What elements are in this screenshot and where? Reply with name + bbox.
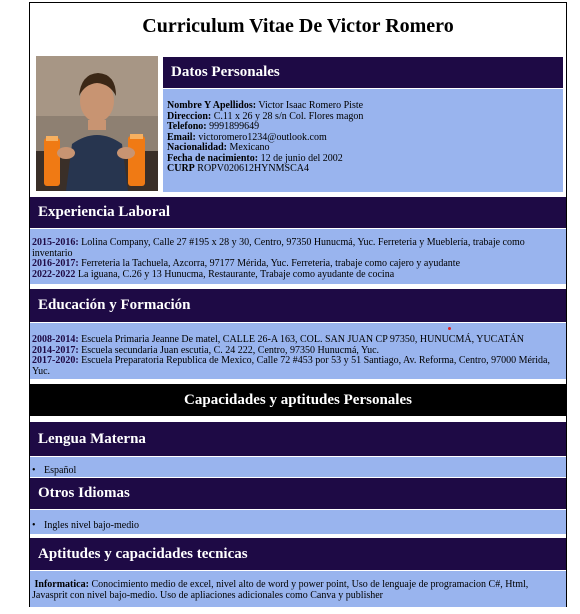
nacionalidad-value: Mexicano [227, 142, 270, 153]
curp-value: ROPV020612HYNMSCA4 [194, 163, 309, 174]
experiencia-year: 2015-2016: [32, 237, 79, 248]
aptitudes-section [30, 571, 566, 607]
experiencia-year: 2022-2022 [32, 268, 76, 280]
profile-photo [36, 56, 158, 191]
cv-document [29, 2, 567, 607]
informatica-label: Informatica: [34, 579, 89, 590]
educacion-header [30, 289, 566, 322]
educacion-entry [32, 356, 566, 377]
educacion-detail: Escuela Primaria Jeanne De matel, CALLE 26-A 163, COL. SAN JUAN CP 97350, HUNUCMÁ, YUCATÁN [78, 334, 524, 345]
list-item: • Ingles nivel bajo-medio [30, 510, 566, 532]
lengua-materna-heading: Lengua Materna [38, 430, 146, 447]
datos-personales-heading: Datos Personales [171, 64, 280, 80]
list-item: • Español [30, 457, 566, 477]
telefono-value: 9991899649 [206, 121, 260, 132]
aptitudes-header [30, 538, 566, 570]
capacidades-heading: Capacidades y aptitudes Personales [184, 392, 412, 408]
lengua-materna-header [30, 422, 566, 456]
educacion-detail: Escuela Preparatoria Republica de Mexico, Calle 72 #453 por 53 y 51 Santiago, Av. Reforma, Centro, 97000 Mérida, Yuc. [32, 355, 550, 377]
aptitudes-heading: Aptitudes y capacidades tecnicas [38, 545, 248, 562]
educacion-section [30, 323, 566, 379]
educacion-detail: Escuela secundaria Juan escutia, C. 24 222, Centro, 97350 Hunucmá, Yuc. [78, 344, 380, 356]
fecha-nacimiento-label: Fecha de nacimiento: [167, 152, 259, 164]
red-dot-mark [448, 327, 451, 330]
direccion-value: C.11 x 26 y 28 s/n Col. Flores magon [211, 110, 364, 122]
curp-row [167, 164, 563, 175]
otros-idiomas-list [30, 510, 566, 532]
experiencia-entry [32, 270, 566, 281]
nombre-label: Nombre Y Apellidos: [167, 100, 257, 111]
lengua-materna-section [30, 457, 566, 477]
educacion-year: 2008-2014: [32, 334, 79, 345]
otros-idiomas-heading: Otros Idiomas [38, 485, 130, 501]
experiencia-heading: Experiencia Laboral [38, 204, 171, 220]
educacion-heading: Educación y Formación [38, 297, 191, 313]
datos-personales-header [163, 57, 563, 88]
profile-photo-image [36, 56, 158, 191]
informatica-entry [32, 580, 566, 601]
capacidades-header [30, 384, 566, 416]
informatica-detail: Conocimiento medio de excel, nivel alto de word y power point, Uso de lenguaje de programacion C#, Html, Javasprit con nivel bajo-medio. Uso de apliaciones adicionales como Canva y publisher [32, 579, 529, 601]
experiencia-entry [32, 238, 566, 259]
experiencia-header [30, 197, 566, 228]
experiencia-detail: La iguana, C.26 y 13 Hunucma, Restaurante, Trabaje como ayudante de cocina [75, 268, 395, 280]
telefono-label: Telefono: [167, 121, 207, 132]
experiencia-year: 2016-2017: [32, 258, 79, 269]
email-value: victoromero1234@outlook.com [195, 131, 327, 143]
experiencia-detail: Ferreteria la Tachuela, Azcorra, 97177 Mérida, Yuc. Ferreteria, trabaje como cajero y ayudante [78, 258, 461, 269]
curp-label: CURP [167, 163, 195, 174]
educacion-year: 2017-2020: [32, 355, 79, 366]
datos-personales-section [163, 89, 563, 192]
nacionalidad-label: Nacionalidad: [167, 142, 228, 153]
experiencia-detail: Lolina Company, Calle 27 #195 x 28 y 30, Centro, 97350 Hunucmá, Yuc. Ferreteria y Mueblería, trabaje como inventario [32, 237, 525, 259]
direccion-label: Direccion: [167, 110, 212, 122]
lengua-materna-list [30, 457, 566, 477]
nombre-value: Victor Isaac Romero Piste [256, 100, 364, 111]
fecha-nacimiento-value: 12 de junio del 2002 [258, 152, 343, 164]
cv-title: Curriculum Vitae De Victor Romero [142, 15, 454, 37]
email-label: Email: [167, 131, 196, 143]
experiencia-section [30, 229, 566, 284]
educacion-year: 2014-2017: [32, 344, 79, 356]
otros-idiomas-section [30, 510, 566, 534]
otros-idiomas-header [30, 478, 566, 509]
